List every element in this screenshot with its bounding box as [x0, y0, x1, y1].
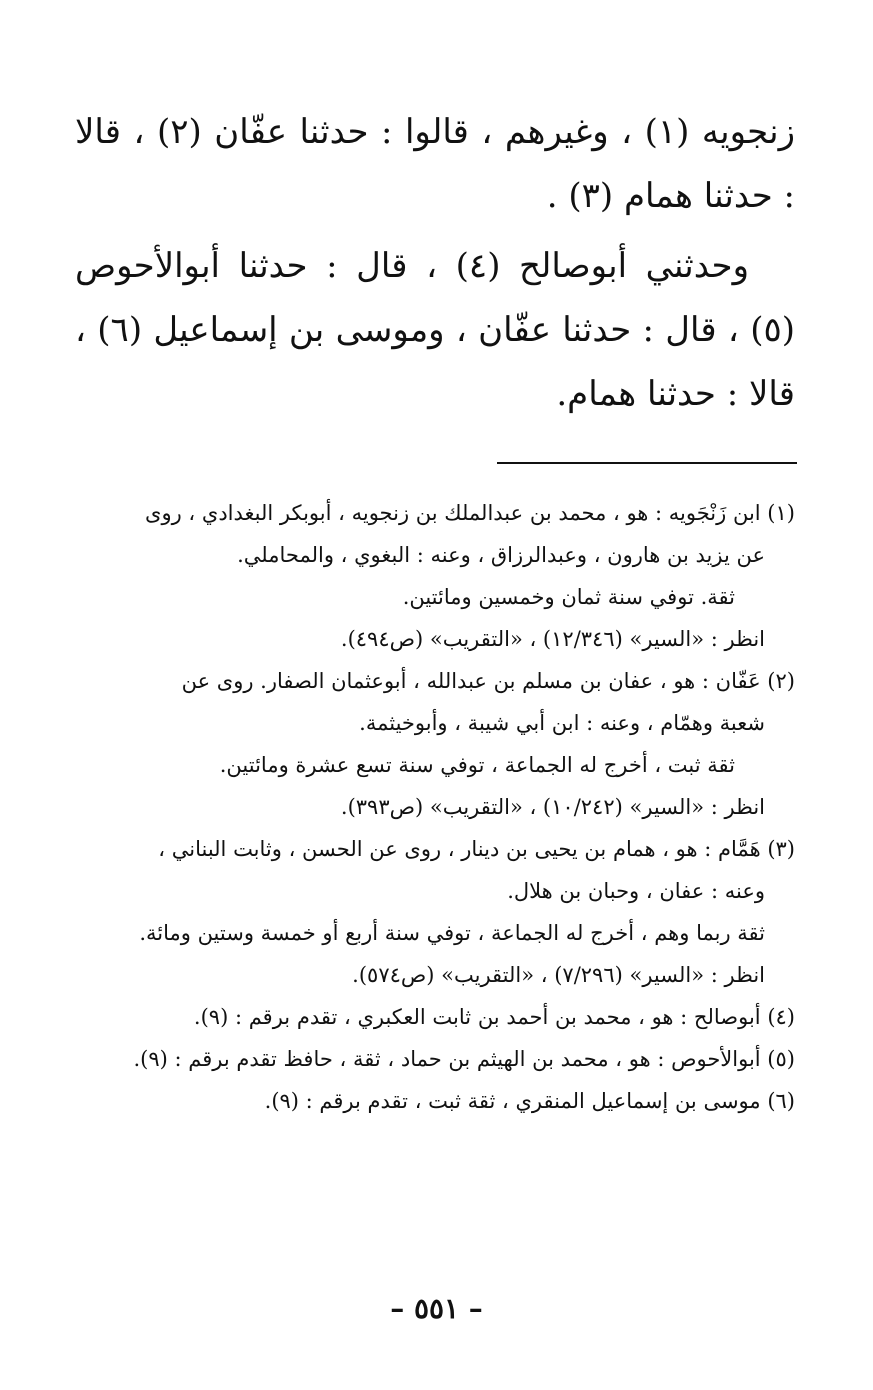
footnote-3: [79, 828, 795, 996]
footnote-2-line-2: شعبة وهمّام ، وعنه : ابن أبي شيبة ، وأبوخيثمة.: [359, 711, 765, 735]
footnote-2-line-4: انظر : «السير» (١٠/٢٤٢) ، «التقريب» (ص٣٩٣).: [340, 795, 765, 819]
main-paragraph-1: زنجويه (١) ، وغيرهم ، قالوا : حدثنا عفّان (٢) ، قالا : حدثنا همام (٣) .: [75, 112, 795, 216]
footnote-3-line-4: انظر : «السير» (٧/٢٩٦) ، «التقريب» (ص٥٧٤).: [352, 963, 765, 987]
footnote-3-line-2: وعنه : عفان ، وحبان بن هلال.: [507, 879, 765, 903]
footnote-4: [79, 996, 795, 1038]
footnote-divider: [497, 462, 797, 464]
footnote-5: [79, 1038, 795, 1080]
footnote-4-line-1: (٤) أبوصالح : هو ، محمد بن أحمد بن ثابت العكبري ، تقدم برقم : (٩).: [193, 1005, 795, 1029]
footnote-1-line-3: ثقة. توفي سنة ثمان وخمسين ومائتين.: [402, 585, 735, 609]
footnote-1-line-1: (١) ابن زَنْجَويه : هو ، محمد بن عبدالملك بن زنجويه ، أبوبكر البغدادي ، روى: [145, 501, 795, 525]
main-paragraph-2: وحدثني أبوصالح (٤) ، قال : حدثنا أبوالأحوص (٥) ، قال : حدثنا عفّان ، وموسى بن إسماعيل (٦) ، قالا : حدثنا همام.: [75, 246, 795, 414]
page-number: – ٥٥١ –: [390, 1292, 483, 1325]
footnote-2-line-1: (٢) عَفّان : هو ، عفان بن مسلم بن عبدالله ، أبوعثمان الصفار. روى عن: [181, 669, 795, 693]
footnote-3-line-1: (٣) هَمَّام : هو ، همام بن يحيى بن دينار ، روى عن الحسن ، وثابت البناني ،: [158, 837, 795, 861]
footnote-1: [79, 492, 795, 660]
footnote-5-line-1: (٥) أبوالأحوص : هو ، محمد بن الهيثم بن حماد ، ثقة ، حافظ تقدم برقم : (٩).: [133, 1047, 795, 1071]
main-text: [75, 100, 795, 426]
footnote-6-line-1: (٦) موسى بن إسماعيل المنقري ، ثقة ثبت ، تقدم برقم : (٩).: [264, 1089, 795, 1113]
footnote-1-line-2: عن يزيد بن هارون ، وعبدالرزاق ، وعنه : البغوي ، والمحاملي.: [237, 543, 765, 567]
footnote-2-line-3: ثقة ثبت ، أخرج له الجماعة ، توفي سنة تسع عشرة ومائتين.: [219, 753, 735, 777]
footnote-3-line-3: ثقة ربما وهم ، أخرج له الجماعة ، توفي سنة أربع أو خمسة وستين ومائة.: [139, 921, 765, 945]
footnote-2: [79, 660, 795, 828]
footnote-6: [79, 1080, 795, 1122]
footnotes: [79, 492, 795, 1122]
footnote-1-line-4: انظر : «السير» (١٢/٣٤٦) ، «التقريب» (ص٤٩٤).: [340, 627, 765, 651]
